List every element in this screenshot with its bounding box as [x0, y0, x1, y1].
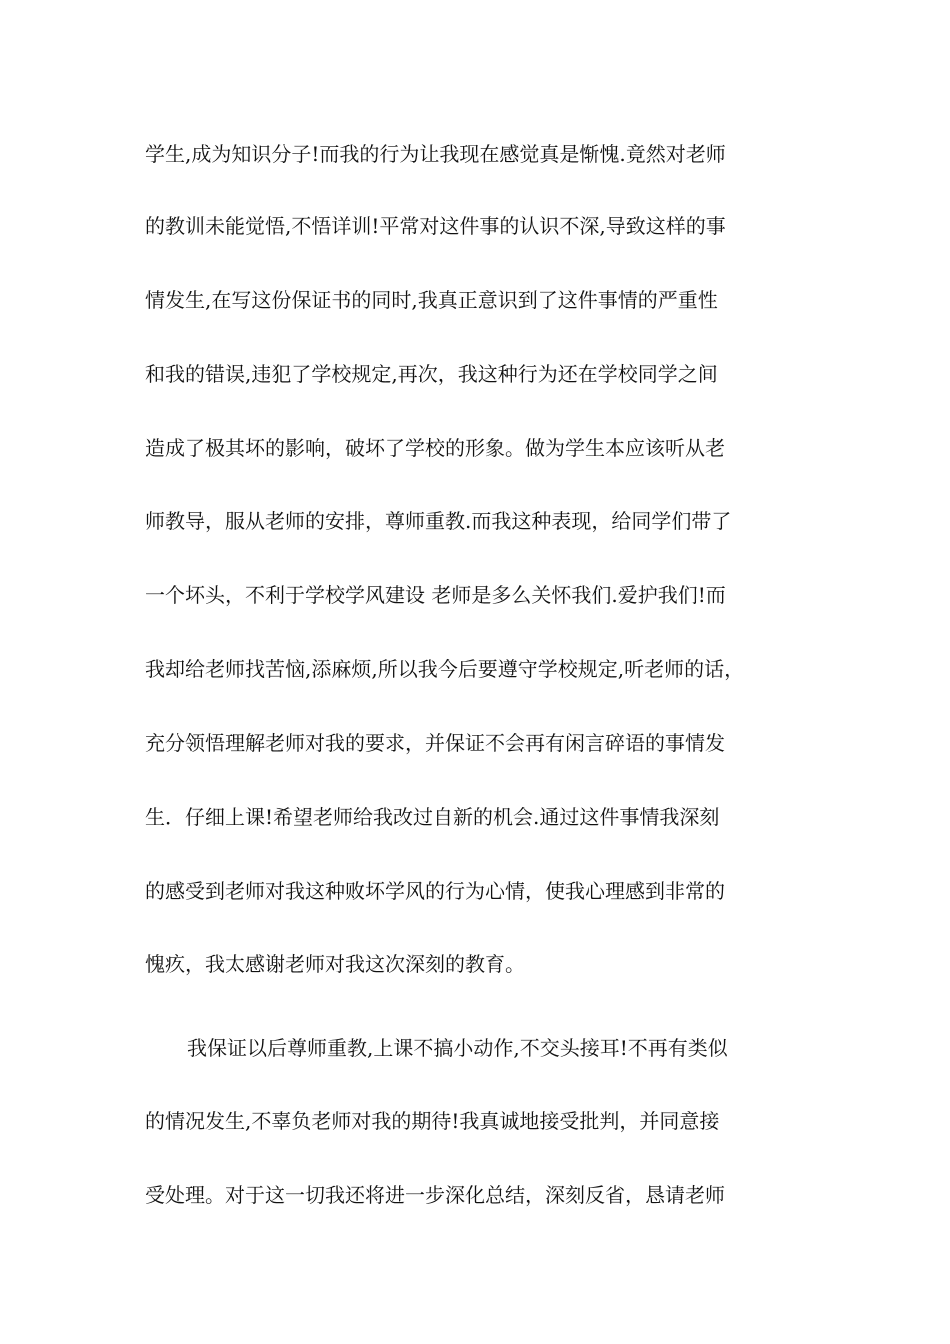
text-line-1: 学生,成为知识分子!而我的行为让我现在感觉真是惭愧.竟然对老师 — [145, 142, 726, 166]
text-line-13: 我保证以后尊师重教,上课不搞小动作,不交头接耳!不再有类似 — [187, 1036, 728, 1060]
text-line-5: 造成了极其坏的影响，破坏了学校的形象。做为学生本应该听从老 — [145, 436, 725, 460]
text-line-8: 我却给老师找苦恼,添麻烦,所以我今后要遵守学校规定,听老师的话， — [145, 657, 745, 681]
text-line-4: 和我的错误,违犯了学校规定,再次，我这种行为还在学校同学之间 — [145, 362, 718, 386]
text-line-2: 的教训未能觉悟,不悟详训!平常对这件事的认识不深,导致这样的事 — [145, 214, 726, 238]
text-line-12: 愧疚，我太感谢老师对我这次深刻的教育。 — [145, 952, 525, 976]
text-line-3: 情发生,在写这份保证书的同时,我真正意识到了这件事情的严重性 — [145, 288, 718, 312]
text-line-11: 的感受到老师对我这种败坏学风的行为心情，使我心理感到非常的 — [145, 879, 725, 903]
text-line-7: 一个坏头，不利于学校学风建设 老师是多么关怀我们.爱护我们!而 — [145, 583, 726, 607]
text-line-6: 师教导，服从老师的安排，尊师重教.而我这种表现，给同学们带了 — [145, 509, 732, 533]
text-line-10: 生．仔细上课!希望老师给我改过自新的机会.通过这件事情我深刻 — [145, 805, 720, 829]
text-line-15: 受处理。对于这一切我还将进一步深化总结，深刻反省，恳请老师 — [145, 1183, 725, 1207]
text-line-14: 的情况发生,不辜负老师对我的期待!我真诚地接受批判，并同意接 — [145, 1109, 720, 1133]
text-line-9: 充分领悟理解老师对我的要求，并保证不会再有闲言碎语的事情发 — [145, 731, 725, 755]
